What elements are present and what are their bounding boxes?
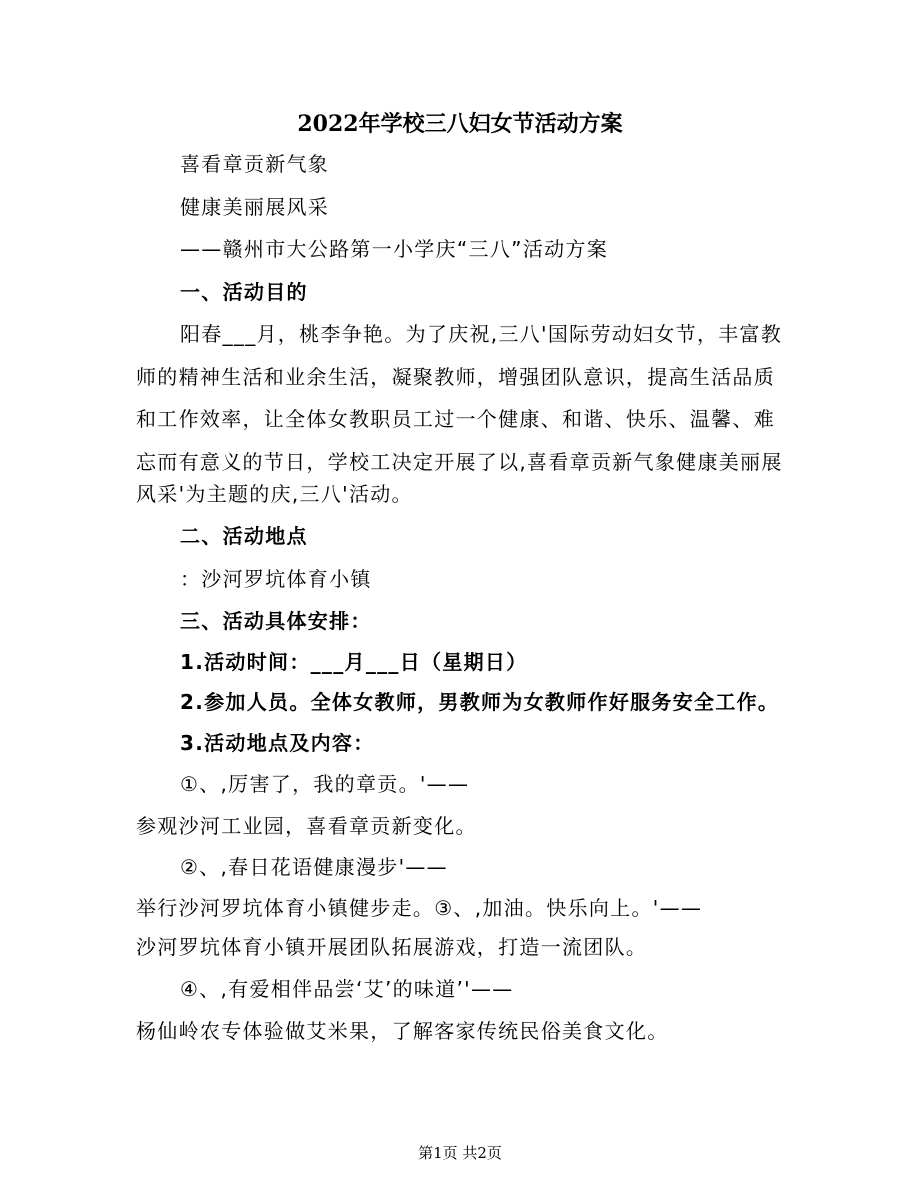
section-3-heading: 三、活动具体安排：	[180, 609, 372, 633]
subtitle-line-2: 健康美丽展风采	[180, 195, 330, 219]
subtitle-line-1: 喜看章贡新气象	[180, 152, 330, 176]
page-footer: 第1页 共2页	[418, 1144, 502, 1162]
section-1-paragraph-line: 忘而有意义的节日，学校工决定开展了以,喜看章贡新气象健康美丽展	[136, 450, 783, 474]
activity-1-description: 参观沙河工业园，喜看章贡新变化。	[136, 814, 477, 838]
activity-2-title: ②、,春日花语健康漫步'——	[180, 855, 448, 879]
section-2-text: ：沙河罗坑体育小镇	[180, 567, 372, 591]
section-1-paragraph-line: 和工作效率，让全体女教职员工过一个健康、和谐、快乐、温馨、难	[136, 407, 775, 431]
activity-4-description: 杨仙岭农专体验做艾米果，了解客家传统民俗美食文化。	[136, 1019, 669, 1043]
subtitle-line-3: ——赣州市大公路第一小学庆“三八”活动方案	[180, 237, 609, 261]
activity-3-description: 沙河罗坑体育小镇开展团队拓展游戏，打造一流团队。	[136, 935, 648, 959]
document-title: 2022年学校三八妇女节活动方案	[297, 111, 623, 137]
activity-1-title: ①、,厉害了，我的章贡。'——	[180, 772, 470, 796]
arrangement-item-1: 1.活动时间：___月___日（星期日）	[180, 650, 528, 674]
section-1-paragraph-line: 风采'为主题的庆,三八'活动。	[136, 482, 413, 506]
arrangement-item-2: 2.参加人员。全体女教师，男教师为女教师作好服务安全工作。	[180, 690, 780, 714]
section-1-paragraph-line: 师的精神生活和业余生活，凝聚教师，增强团队意识，提高生活品质	[136, 365, 775, 389]
activity-4-title: ④、,有爱相伴品尝‘艾’的味道’'——	[180, 977, 514, 1001]
section-1-heading: 一、活动目的	[180, 280, 308, 304]
activity-2-description: 举行沙河罗坑体育小镇健步走。③、,加油。快乐向上。'——	[136, 896, 703, 920]
arrangement-item-3: 3.活动地点及内容：	[180, 731, 375, 755]
section-2-heading: 二、活动地点	[180, 524, 308, 548]
section-1-paragraph-line: 阳春___月，桃李争艳。为了庆祝,三八'国际劳动妇女节，丰富教	[180, 322, 783, 346]
